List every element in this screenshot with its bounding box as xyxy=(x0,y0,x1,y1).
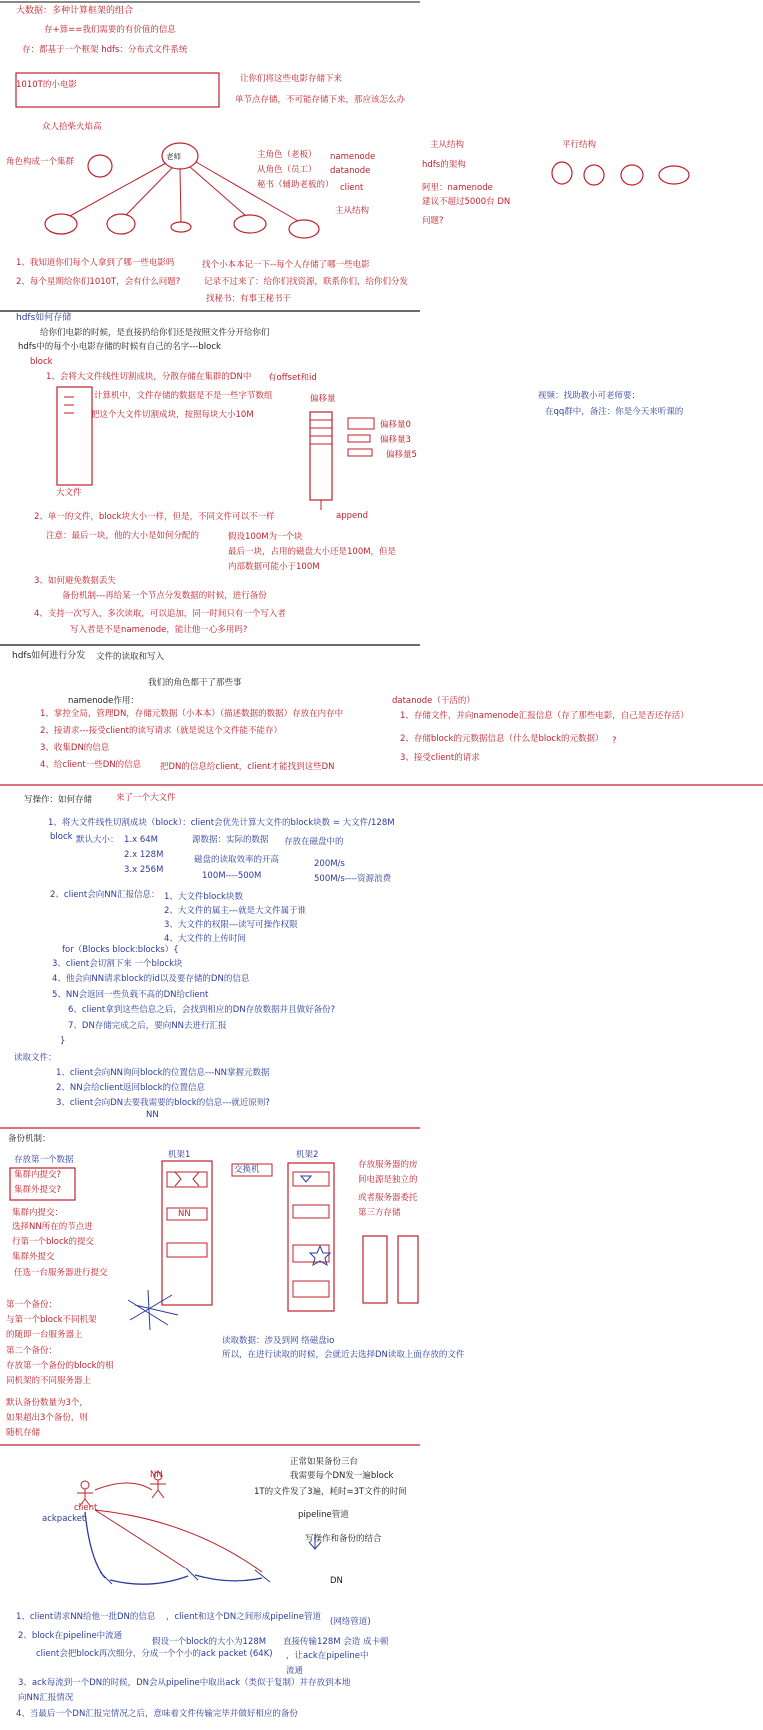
s4-v1: 1.x 64M xyxy=(124,835,158,845)
s6-pipeline: pipeline管道 xyxy=(298,1510,349,1520)
s6-dn: DN xyxy=(330,1576,343,1586)
s2-line1: 给你们电影的时候，是直接扔给你们还是按照文件分开给你们 xyxy=(40,328,270,338)
s2-note-last: 注意：最后一块，他的大小是如何分配的 xyxy=(46,531,200,541)
s1-store-base: 存：都基于一个框架 hdfs：分布式文件系统 xyxy=(22,45,188,55)
s1-namenode: namenode xyxy=(330,152,376,162)
s2-comp1: 计算机中，文件存储的数据是不是一些字节数组 xyxy=(94,391,273,401)
s4-i2: 2、大文件的属主---就是大文件属于谁 xyxy=(164,906,307,916)
s1-question: 问题? xyxy=(422,216,444,226)
s2-p1: 1、会将大文件线性切割成块，分散存储在集群的DN中 xyxy=(46,372,252,382)
s1-ali: 阿里：namenode xyxy=(422,183,493,193)
s6-p2: 2、block在pipeline中流通 xyxy=(18,1631,123,1641)
s2-video1: 视频：找助教小可老师要： xyxy=(538,391,641,401)
s3-dn1: 1、存储文件，并向namenode汇报信息（存了那些电影，自己是否还存活） xyxy=(400,711,689,721)
s3-nn2: 2、接请求---接受client的读写请求（就是说这个文件能不能存） xyxy=(40,726,282,736)
s5-def3: 随机存储 xyxy=(6,1428,41,1438)
s4-w1: 1、将大文件线性切割成块（block）：client会优先计算大文件的block块数 = 大文件/128M xyxy=(48,818,395,828)
s5-title: 备份机制： xyxy=(8,1134,51,1144)
s1-slave-role: 从角色（员工） xyxy=(257,165,317,175)
s2-off0: 偏移量0 xyxy=(380,420,411,430)
s1-q1: 1、我知道你们每个人拿到了哪一些电影吗 xyxy=(16,258,175,268)
s4-r1: 1、client会向NN询问block的位置信息---NN掌握元数据 xyxy=(56,1068,270,1078)
s2-p2: 2、单一的文件，block块大小一样，但是，不同文件可以不一样 xyxy=(34,512,275,522)
tree-node-3 xyxy=(107,214,135,234)
rack2 xyxy=(288,1163,334,1311)
s2-comp2: 把这个大文件切割成块，按照每块大小10M xyxy=(91,410,254,420)
tree-node-5 xyxy=(234,215,266,233)
s3-dn2q: ? xyxy=(612,736,617,746)
s2-p1b: 有offset和id xyxy=(268,373,317,383)
s4-r3: 3、client会向DN去要我需要的block的信息---就近原则? xyxy=(56,1098,270,1108)
s4-close: } xyxy=(60,1036,66,1046)
s5-outer: 集群外提交? xyxy=(14,1185,62,1195)
s6-combine: 写操作和备份的结合 xyxy=(305,1534,382,1544)
s3-nn3: 3、收集DN的信息 xyxy=(40,743,110,753)
s1-note1: 让你们将这些电影存储下来 xyxy=(240,74,343,84)
s2-assume1: 假设100M为一个块 xyxy=(228,532,303,542)
s5-house2: 间电源是独立的 xyxy=(358,1175,418,1185)
s6-client: client xyxy=(74,1503,98,1513)
s5-rack2: 机架2 xyxy=(296,1150,319,1160)
s4-w7: 7、DN存储完成之后，要向NN去进行汇报 xyxy=(68,1021,227,1031)
s6-nn: NN xyxy=(150,1470,163,1480)
s3-nn1: 1、掌控全局，管理DN，存储元数据（小本本）（描述数据的数据）存放在内存中 xyxy=(40,709,344,719)
s4-disk-range: 100M----500M xyxy=(202,871,262,881)
s5-bk2-title: 第二个备份： xyxy=(6,1346,58,1356)
s4-read-title: 读取文件： xyxy=(14,1053,57,1063)
s6-p1b: ，client和这个DN之间形成pipeline管道 xyxy=(166,1612,321,1622)
s4-r2: 2、NN会给client返回block的位置信息 xyxy=(56,1083,206,1093)
s6-p3: 3、ack每流到一个DN的时候，DN会从pipeline中取出ack（类似于复制）并存放到本地 xyxy=(18,1678,351,1688)
s5-rack1: 机架1 xyxy=(168,1150,191,1160)
s1-movie-box-label: 1010T的小电影 xyxy=(16,80,77,90)
s2-p3b: 备份机制---再给某一个节点分发数据的时候，进行备份 xyxy=(62,591,267,601)
s4-i4: 4、大文件的上传时间 xyxy=(164,934,246,944)
s2-append: append xyxy=(336,511,369,521)
s5-inner: 集群内提交? xyxy=(14,1170,62,1180)
tree-node-2 xyxy=(45,214,77,234)
s4-src: 源数据：实际的数据 xyxy=(192,835,269,845)
rack1 xyxy=(162,1161,212,1305)
s2-p4b: 写入者是不是namenode，能让他一心多用吗? xyxy=(70,625,248,635)
s1-a3: 找秘书：有事王秘书干 xyxy=(206,294,292,304)
s1-role-cluster: 角色构成一个集群 xyxy=(6,157,75,167)
s1-secretary: 秘书（辅助老板的） xyxy=(257,180,334,190)
s4-default: 默认大小： xyxy=(76,835,119,845)
s1-title: 大数据：多种计算框架的组合 xyxy=(16,6,134,16)
s5-switch: 交换机 xyxy=(234,1165,260,1175)
s2-off3: 偏移量3 xyxy=(380,435,411,445)
s6-p2b: 假设一个block的大小为128M xyxy=(152,1637,267,1647)
s6-p2f: 流通 xyxy=(286,1666,304,1676)
s1-ms-struct: 主从结构 xyxy=(430,140,465,150)
tree-node-1 xyxy=(88,155,112,177)
s1-a1: 找个小本本记一下--每个人存储了哪一些电影 xyxy=(202,260,370,270)
s4-w3: 3、client会切割下来 一个block块 xyxy=(52,959,183,969)
s1-parallel: 平行结构 xyxy=(562,140,597,150)
s6-need: 我需要每个DN发一遍block xyxy=(290,1471,394,1481)
s5-in2: 行第一个block的提交 xyxy=(12,1237,95,1247)
s5-nn: NN xyxy=(178,1209,191,1219)
s1-note2: 单节点存储，不可能存储下来，那应该怎么办 xyxy=(235,95,406,105)
s3-nn-title: namenode作用： xyxy=(68,696,139,706)
s4-v3: 3.x 256M xyxy=(124,865,164,875)
s4-speed1: 200M/s xyxy=(314,859,345,869)
s1-teacher: 老师 xyxy=(166,152,181,161)
s1-q2: 2、每个星期给你们1010T，会有什么问题? xyxy=(16,277,181,287)
s6-time: 1T的文件发了3遍，耗时=3T文件的时间 xyxy=(254,1487,407,1497)
s1-master-role: 主角色（老板） xyxy=(257,150,317,160)
s5-first-copy: 存放第一个数据 xyxy=(14,1155,74,1165)
s4-w2: 2、client会向NN汇报信息： xyxy=(50,890,160,900)
s5-house3: 或者服务器委托 xyxy=(358,1193,418,1203)
s6-p4: 4、当最后一个DN汇报完情况之后，意味着文件传输完毕并做好相应的备份 xyxy=(16,1709,298,1719)
s3-dn2: 2、存储block的元数据信息（什么是block的元数据） xyxy=(400,734,604,744)
s1-hdfs-arch: hdfs的架构 xyxy=(422,160,466,170)
s2-assume2: 最后一块，占用的磁盘大小还是100M，但是 xyxy=(228,547,397,557)
s5-bk1a: 与第一个block不同机架 xyxy=(6,1315,97,1325)
s3-dn3: 3、接受client的请求 xyxy=(400,753,480,763)
s6-p3b: 向NN汇报情况 xyxy=(18,1693,74,1703)
s5-out-title: 集群外提交 xyxy=(12,1252,55,1262)
s2-assume3: 内部数据可能小于100M xyxy=(228,562,320,572)
s2-block: block xyxy=(30,357,53,367)
s5-bk1-title: 第一个备份： xyxy=(6,1300,58,1310)
s3-title: hdfs如何进行分发 xyxy=(12,651,86,661)
s2-p3: 3、如何避免数据丢失 xyxy=(34,576,116,586)
s5-def1: 默认备份数量为3个， xyxy=(6,1398,88,1408)
s1-a2: 记录不过来了：给你们找资源，联系你们，给你们分发 xyxy=(204,277,409,287)
s1-store-eq: 存+算==我们需要的有价值的信息 xyxy=(44,25,176,35)
s5-house1: 存放服务器的房 xyxy=(358,1160,418,1170)
s5-house4: 第三方存储 xyxy=(358,1208,401,1218)
s4-arrive: 来了一个大文件 xyxy=(116,793,176,803)
s1-master-slave: 主从结构 xyxy=(335,206,370,216)
s5-in1: 选择NN所在的节点进 xyxy=(12,1222,93,1232)
bigfile-rect xyxy=(57,387,92,485)
s4-title: 写操作：如何存储 xyxy=(24,795,93,805)
s4-v2: 2.x 128M xyxy=(124,850,164,860)
s2-title: hdfs如何存储 xyxy=(16,313,72,323)
s4-disk: 磁盘的读取效率的开高 xyxy=(194,855,280,865)
s5-read1: 读取数据：涉及到网 络磁盘io xyxy=(222,1336,335,1346)
s6-p2e: ，让ack在pipeline中 xyxy=(286,1651,369,1661)
s2-p4: 4、支持一次写入，多次读取，可以追加，同一时间只有一个写入者 xyxy=(34,609,286,619)
s6-p1c: (网络管道) xyxy=(330,1617,371,1627)
s2-offset-label: 偏移量 xyxy=(310,394,336,404)
s4-w5: 5、NN会返回一些负载不高的DN给client xyxy=(52,990,209,1000)
s1-crowd: 众人拾柴火焰高 xyxy=(42,122,102,132)
s5-bk2a: 存放第一个备份的block的相 xyxy=(6,1361,114,1371)
s5-out1: 任选一台服务器进行提交 xyxy=(14,1268,108,1278)
s4-for: for（Blocks block:blocks）{ xyxy=(62,945,179,955)
s2-line2: hdfs中的每个小电影存储的时候有自己的名字---block xyxy=(18,342,221,352)
s6-p2c: 直接传输128M 会造 成卡顿 xyxy=(283,1637,389,1647)
s2-bigfile: 大文件 xyxy=(56,488,82,498)
s1-ali-suggest: 建议不超过5000台 DN xyxy=(422,197,511,207)
s5-def2: 如果超出3个备份，则 xyxy=(6,1413,88,1423)
s6-ackpacket: ackpacket xyxy=(42,1514,86,1524)
s6-p1: 1、client请求NN给他一批DN的信息 xyxy=(16,1612,156,1622)
s2-off5: 偏移量5 xyxy=(386,450,417,460)
s1-datanode: datanode xyxy=(330,166,371,176)
s4-i3: 3、大文件的权限---读写可操作权限 xyxy=(164,920,298,930)
s5-in-title: 集群内提交： xyxy=(12,1208,64,1218)
s1-client: client xyxy=(340,183,364,193)
s3-roles: 我们的角色都干了那些事 xyxy=(148,678,242,688)
s6-normal: 正常如果备份三台 xyxy=(290,1457,359,1467)
s5-read2: 所以，在进行读取的时候，会就近去选择DN读取上面存放的文件 xyxy=(222,1350,465,1360)
s6-p2d: client会把block再次细分，分成一个个小的ack packet (64K) xyxy=(36,1649,273,1659)
s4-stored: 存放在磁盘中的 xyxy=(284,837,344,847)
s2-video2: 在qq群中，备注：你是今天来听课的 xyxy=(545,407,684,417)
tree-node-4 xyxy=(171,222,191,232)
s4-w4: 4、他会向NN请求block的id以及要存储的DN的信息 xyxy=(52,974,250,984)
s4-w6: 6、client拿到这些信息之后，会找到相应的DN存放数据并且做好备份? xyxy=(68,1005,336,1015)
s3-nn4: 4、给client一些DN的信息 xyxy=(40,760,142,770)
s4-block: block xyxy=(50,832,73,842)
s5-bk2b: 同机架的不同服务器上 xyxy=(6,1376,92,1386)
s4-nn: NN xyxy=(146,1110,159,1120)
s4-speed2: 500M/s----资源浪费 xyxy=(314,874,392,884)
s3-dn-title: datanode（干活的） xyxy=(392,696,475,706)
s3-nn4b: 把DN的信息给client，client才能找到这些DN xyxy=(160,762,335,772)
s5-bk1b: 的随即一台服务器上 xyxy=(6,1330,83,1340)
s4-i1: 1、大文件block块数 xyxy=(164,892,243,902)
s3-sub: 文件的读取和写入 xyxy=(96,652,165,662)
tree-node-6 xyxy=(289,220,319,238)
